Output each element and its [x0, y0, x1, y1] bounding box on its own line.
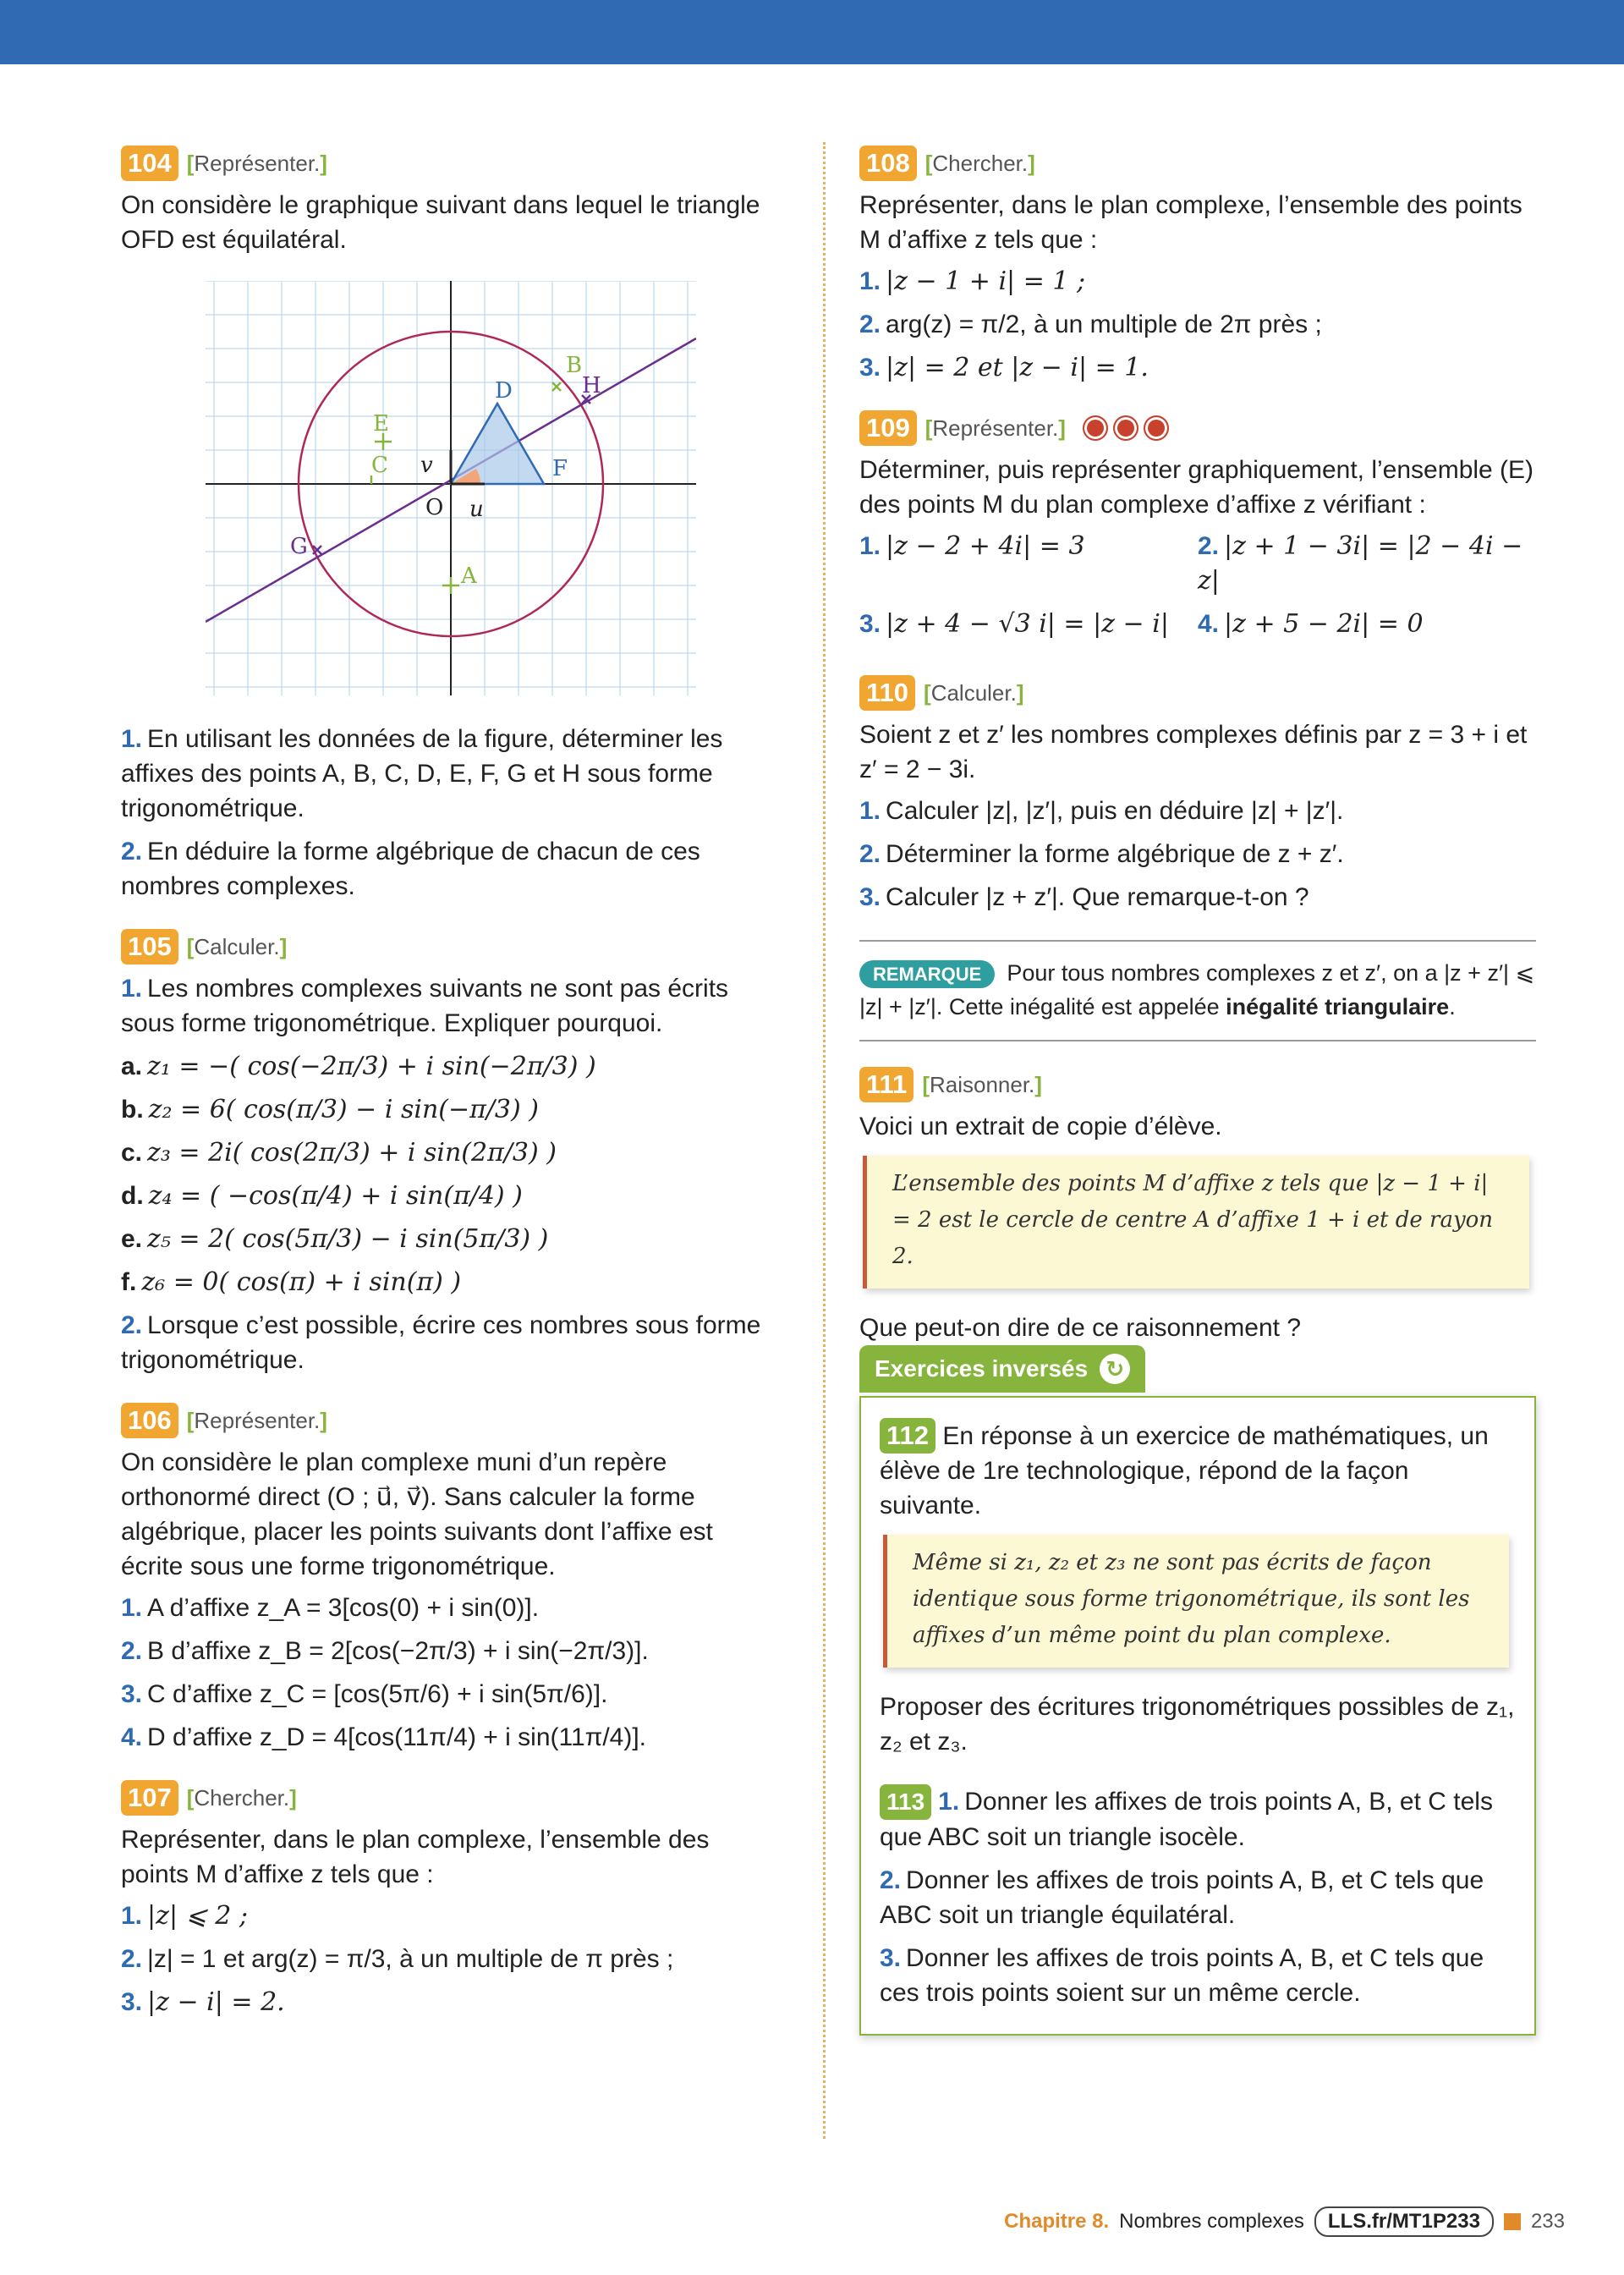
exercise-tag: Représenter. — [932, 415, 1059, 441]
page-footer — [1004, 2206, 1565, 2237]
page-number: 233 — [1530, 2210, 1565, 2233]
exercise-104: 104 [Représenter.] On considère le graphique suivant dans lequel le triangle OFD est équilatéral. D B H E C F O G A v u 1. En utilisant les données de la figure, déterminer les affixes des points A, B, C, D, E, F, G et H sous forme trigonométrique. 2. En déduire la forme algébrique de chacun de ces nombres complexes. — [121, 146, 781, 904]
left-column — [121, 146, 781, 2045]
item-d: d. z₄ = ( −cos(π/4) + i sin(π/4) ) — [121, 1181, 523, 1211]
exercise-intro: Voici un extrait de copie d’élève. — [859, 1113, 1222, 1140]
exercise-question: Proposer des écritures trigonométriques possibles de z₁, z₂ et z₃. — [880, 1693, 1515, 1756]
question-2: 2. Déterminer la forme algébrique de z + z′. — [859, 840, 1344, 868]
exercise-number: 105 — [121, 929, 178, 964]
question-1: 1. Calculer |z|, |z′|, puis en déduire |z| + |z′|. — [859, 797, 1344, 825]
exercise-108: 108 [Chercher.] Représenter, dans le plan complexe, l’ensemble des points M d’affixe z tels que : 1. |z − 1 + i| = 1 ; 2. arg(z) = π/2, à un multiple de 2π près ; 3. |z| = 2 et |z − i| = 1. — [859, 146, 1536, 385]
right-column — [859, 146, 1536, 2036]
question-2: 2. |z + 1 − 3i| = |2 − 4i − z| — [1198, 531, 1523, 596]
question-2: 2. B d’affixe z_B = 2[cos(−2π/3) + i sin(−2π/3)]. — [121, 1637, 649, 1665]
exercise-number: 106 — [121, 1403, 178, 1438]
exercise-tag: Représenter. — [194, 1407, 321, 1433]
remark-badge: REMARQUE — [859, 960, 995, 988]
column-divider — [823, 142, 826, 2139]
item-e: e. z₅ = 2( cos(5π/3) − i sin(5π/3) ) — [121, 1224, 549, 1254]
exercise-intro: Représenter, dans le plan complexe, l’ensemble des points M d’affixe z tels que : — [859, 191, 1522, 254]
question-2: 2. arg(z) = π/2, à un multiple de 2π près ; — [859, 310, 1322, 338]
point-label-c: C — [371, 453, 388, 478]
difficulty-dot-icon — [1144, 415, 1169, 441]
exercise-intro: On considère le graphique suivant dans lequel le triangle OFD est équilatéral. — [121, 191, 760, 254]
question-3: 3. |z| = 2 et |z − i| = 1. — [859, 353, 1149, 382]
exercise-105: 105 [Calculer.] 1. Les nombres complexes suivants ne sont pas écrits sous forme trigonométrique. Expliquer pourquoi. a. z₁ = −( cos(−2π/3) + i sin(−2π/3) ) b. z₂ = 6( cos(π/3) − i sin(−π/3) ) c. z₃ = 2i( cos(2π/3) + i sin(2π/3) ) d. z₄ = ( −cos(π/4) + i sin(π/4) ) e. z₅ = 2( cos(5π/3) − i sin(5π/3) ) f. z₆ = 0( cos(π) + i sin(π) ) 2. Lorsque c’est possible, écrire ces nombres sous forme trigonométrique. — [121, 929, 781, 1377]
question-3: 3. Donner les affixes de trois points A, B, et C tels que ces trois points soient sur un même cercle. — [880, 1944, 1484, 2007]
student-copy-note: L’ensemble des points M d’affixe z tels que |z − 1 + i| = 2 est le cercle de centre A d’affixe 1 + i et de rayon 2. — [863, 1156, 1529, 1289]
difficulty-indicator — [1083, 415, 1169, 441]
question-2: 2. En déduire la forme algébrique de chacun de ces nombres complexes. — [121, 838, 700, 900]
difficulty-dot-icon — [1113, 415, 1138, 441]
exercise-intro: On considère le plan complexe muni d’un repère orthonormé direct (O ; u⃗, v⃗). Sans calculer la forme algébrique, placer les points suivants dont l’affixe est écrite sous une forme trigonométrique. — [121, 1448, 713, 1580]
point-label-e: E — [373, 411, 389, 437]
exercise-number: 111 — [859, 1067, 914, 1102]
question-3: 3. Calculer |z + z′|. Que remarque-t-on ? — [859, 883, 1309, 911]
exercise-number: 104 — [121, 146, 178, 181]
exercise-number: 108 — [859, 146, 917, 181]
question-3: 3. |z + 4 − √3 i| = |z − i| — [859, 609, 1169, 639]
exercise-106: 106 [Représenter.] On considère le plan complexe muni d’un repère orthonormé direct (O ; u⃗, v⃗). Sans calculer la forme algébrique, placer les points suivants dont l’affixe est écrite sous une forme trigonométrique. 1. A d’affixe z_A = 3[cos(0) + i sin(0)]. 2. B d’affixe z_B = 2[cos(−2π/3) + i sin(−2π/3)]. 3. C d’affixe z_C = [cos(5π/6) + i sin(5π/6)]. 4. D d’affixe z_D = 4[cos(11π/4) + i sin(11π/4)]. — [121, 1403, 781, 1755]
question-1: 1. Les nombres complexes suivants ne sont pas écrits sous forme trigonométrique. Expliquer pourquoi. — [121, 975, 729, 1037]
top-banner — [0, 0, 1624, 64]
inverse-exercises-box — [859, 1355, 1536, 2036]
question-1: 113 1. Donner les affixes de trois points A, B, et C tels que ABC soit un triangle isocèle. — [880, 1784, 1516, 1855]
exercise-intro: Déterminer, puis représenter graphiquement, l’ensemble (E) des points M du plan complexe d’affixe z vérifiant : — [859, 456, 1534, 519]
exercise-question: Que peut-on dire de ce raisonnement ? — [859, 1314, 1301, 1342]
refresh-icon: ↻ — [1100, 1354, 1130, 1384]
item-f: f. z₆ = 0( cos(π) + i sin(π) ) — [121, 1267, 462, 1297]
question-2: 2. |z| = 1 et arg(z) = π/3, à un multiple de π près ; — [121, 1945, 674, 1973]
point-label-f: F — [552, 456, 568, 481]
difficulty-dot-icon — [1083, 415, 1108, 441]
exercise-107: 107 [Chercher.] Représenter, dans le plan complexe, l’ensemble des points M d’affixe z tels que : 1. |z| ⩽ 2 ; 2. |z| = 1 et arg(z) = π/3, à un multiple de π près ; 3. |z − i| = 2. — [121, 1780, 781, 2019]
exercise-tag: Calculer. — [194, 933, 280, 959]
item-b: b. z₂ = 6( cos(π/3) − i sin(−π/3) ) — [121, 1095, 539, 1124]
remark-box: REMARQUE Pour tous nombres complexes z et z′, on a |z + z′| ⩽ |z| + |z′|. Cette inégalité est appelée inégalité triangulaire. — [859, 940, 1536, 1041]
item-c: c. z₃ = 2i( cos(2π/3) + i sin(2π/3) ) — [121, 1138, 557, 1168]
student-answer-note: Même si z₁, z₂ et z₃ ne sont pas écrits de façon identique sous forme trigonométrique, ils sont les affixes d’un même point du plan complexe. — [883, 1535, 1509, 1668]
exercise-tag: Représenter. — [194, 150, 321, 176]
resource-link[interactable]: LLS.fr/MT1P233 — [1314, 2206, 1494, 2237]
exercise-111: 111 [Raisonner.] Voici un extrait de copie d’élève. L’ensemble des points M d’affixe z tels que |z − 1 + i| = 2 est le cercle de centre A d’affixe 1 + i et de rayon 2. Que peut-on dire de ce raisonnement ? — [859, 1067, 1536, 1345]
point-label-a: A — [461, 563, 477, 589]
exercise-intro: Représenter, dans le plan complexe, l’ensemble des points M d’affixe z tels que : — [121, 1826, 710, 1888]
exercise-tag: Chercher. — [932, 150, 1029, 176]
vector-v-label: v — [420, 453, 433, 478]
question-3: 3. |z − i| = 2. — [121, 1987, 285, 2017]
exercise-tag: Chercher. — [194, 1784, 290, 1811]
exercise-intro: Soient z et z′ les nombres complexes définis par z = 3 + i et z′ = 2 − 3i. — [859, 721, 1528, 783]
point-label-o: O — [425, 495, 444, 520]
question-4: 4. D d’affixe z_D = 4[cos(11π/4) + i sin(11π/4)]. — [121, 1723, 647, 1751]
page-marker-icon — [1504, 2213, 1521, 2230]
question-1: 1. |z − 2 + 4i| = 3 — [859, 531, 1085, 561]
question-1: 1. A d’affixe z_A = 3[cos(0) + i sin(0)]. — [121, 1594, 540, 1622]
exercise-tag: Raisonner. — [929, 1071, 1035, 1097]
exercise-112: 112 En réponse à un exercice de mathématiques, un élève de 1re technologique, répond de la façon suivante. Même si z₁, z₂ et z₃ ne sont pas écrits de façon identique sous forme trigonométrique, ils sont les affixes d’un même point du plan complexe. Proposer des écritures trigonométriques possibles de z₁, z₂ et z₃. — [880, 1418, 1516, 1759]
exercise-109: 109 [Représenter.] Déterminer, puis représenter graphiquement, l’ensemble (E) des points M du plan complexe d’affixe z vérifiant : 1. |z − 2 + 4i| = 3 2. |z + 1 − 3i| = |2 − 4i − z| 3. |z + 4 − √3 i| = |z − i| 4. |z + 5 − 2i| = 0 — [859, 410, 1536, 650]
exercise-number: 110 — [859, 675, 915, 711]
item-a: a. z₁ = −( cos(−2π/3) + i sin(−2π/3) ) — [121, 1052, 596, 1081]
chapter-title: Nombres complexes — [1119, 2210, 1304, 2233]
point-label-b: B — [566, 353, 583, 378]
vector-u-label: u — [469, 497, 484, 522]
exercise-110: 110 [Calculer.] Soient z et z′ les nombres complexes définis par z = 3 + i et z′ = 2 − 3i. 1. Calculer |z|, |z′|, puis en déduire |z| + |z′|. 2. Déterminer la forme algébrique de z + z′. 3. Calculer |z + z′|. Que remarque-t-on ? — [859, 675, 1536, 915]
question-2: 2. Donner les affixes de trois points A, B, et C tels que ABC soit un triangle équilatéral. — [880, 1866, 1484, 1929]
question-1: 1. En utilisant les données de la figure, déterminer les affixes des points A, B, C, D, E, F, G et H sous forme trigonométrique. — [121, 725, 723, 822]
question-4: 4. |z + 5 − 2i| = 0 — [1198, 609, 1424, 639]
exercise-number: 112 — [880, 1418, 935, 1453]
point-label-h: H — [582, 373, 601, 398]
inverse-exercises-tab: Exercices inversés ↻ — [859, 1345, 1145, 1393]
exercise-tag: Calculer. — [930, 679, 1017, 706]
point-label-g: G — [290, 534, 308, 559]
question-1: 1. |z| ⩽ 2 ; — [121, 1901, 248, 1931]
exercise-number: 109 — [859, 410, 917, 446]
question-1: 1. |z − 1 + i| = 1 ; — [859, 267, 1086, 296]
question-2: 2. Lorsque c’est possible, écrire ces nombres sous forme trigonométrique. — [121, 1311, 761, 1374]
point-label-d: D — [495, 378, 513, 404]
triangle-ofd — [451, 404, 544, 484]
exercise-113 — [880, 1784, 1516, 2010]
chapter-label: Chapitre 8. — [1004, 2210, 1110, 2233]
question-3: 3. C d’affixe z_C = [cos(5π/6) + i sin(5π/6)]. — [121, 1680, 608, 1708]
complex-plane-figure — [206, 281, 696, 695]
exercise-number: 107 — [121, 1780, 178, 1816]
